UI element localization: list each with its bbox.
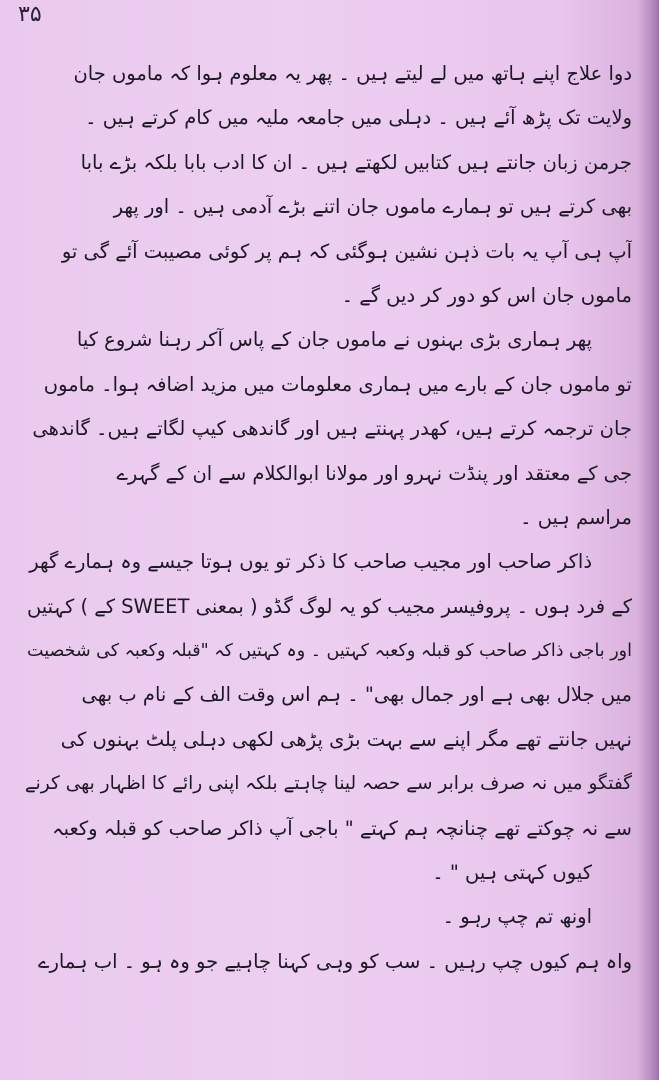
text-line: واہ ہم کیوں چپ رہیں ۔ سب کو وہی کہنا چاہیے جو وہ ہو ۔ اب ہمارے [38,949,632,973]
text-line: دوا علاج اپنے ہاتھ میں لے لیتے ہیں ۔ پھر یہ معلوم ہوا کہ ماموں جان [73,62,632,85]
text-line: کے فرد ہوں ۔ پروفیسر مجیب کو یہ لوگ گڈو ( بمعنی SWEET کے ) کہتیں [26,594,632,618]
text-line: ولایت تک پڑھ آئے ہیں ۔ دہلی میں جامعہ ملیہ میں کام کرتے ہیں ۔ [85,106,632,130]
text-line: میں جلال بھی ہے اور جمال بھی" ۔ ہم اس وقت الف کے نام ب بھی [81,683,632,707]
text-line: اور باجی ذاکر صاحب کو قبلہ وکعبہ کہتیں ۔ وہ کہتیں کہ "قبلہ وکعبہ کی شخصیت [27,641,632,662]
text-line: مراسم ہیں ۔ [520,505,632,529]
text-line: ذاکر صاحب اور مجیب صاحب کا ذکر تو یوں ہوتا جیسے وہ ہمارے گھر [29,550,592,574]
page-binding-shadow [637,0,659,1080]
text-line: نہیں جانتے تھے مگر اپنے سے بہت بڑی پڑھی لکھی دہلی پلٹ بہنوں کی [60,727,632,751]
text-line: جان ترجمہ کرتے ہیں، کھدر پہنتے ہیں اور گاندھی کیپ لگاتے ہیں۔ گاندھی [32,417,632,441]
text-line: آپ ہی آپ یہ بات ذہن نشین ہوگئی کہ ہم پر کوئی مصیبت آئے گی تو [61,239,632,263]
text-line: اونھ تم چپ رہو ۔ [442,905,592,929]
page-number: ۳۵ [18,2,42,27]
body-text [20,52,632,984]
text-line: ماموں جان اس کو دور کر دیں گے ۔ [341,283,632,307]
text-line: جرمن زبان جانتے ہیں کتابیں لکھتے ہیں ۔ ان کا ادب بابا بلکہ بڑے بابا [80,150,632,174]
text-line: جی کے معتقد اور پنڈت نہرو اور مولانا ابوالکلام سے ان کے گہرے [116,461,632,485]
text-line: سے نہ چوکتے تھے چنانچہ ہم کہتے " باجی آپ ذاکر صاحب کو قبلہ وکعبہ [52,816,632,840]
text-line: پھر ہماری بڑی بہنوں نے ماموں جان کے پاس آکر رہنا شروع کیا [76,328,592,352]
text-line: بھی کرتے ہیں تو ہمارے ماموں جان اتنے بڑے آدمی ہیں ۔ اور پھر [113,195,632,219]
text-line: کیوں کہتی ہیں " ۔ [432,861,592,885]
text-line: تو ماموں جان کے بارے میں ہماری معلومات میں مزید اضافہ ہوا۔ ماموں [43,372,632,396]
text-line: گفتگو میں نہ صرف برابر سے حصہ لینا چاہتے بلکہ اپنی رائے کا اظہار بھی کرنے [24,773,632,795]
